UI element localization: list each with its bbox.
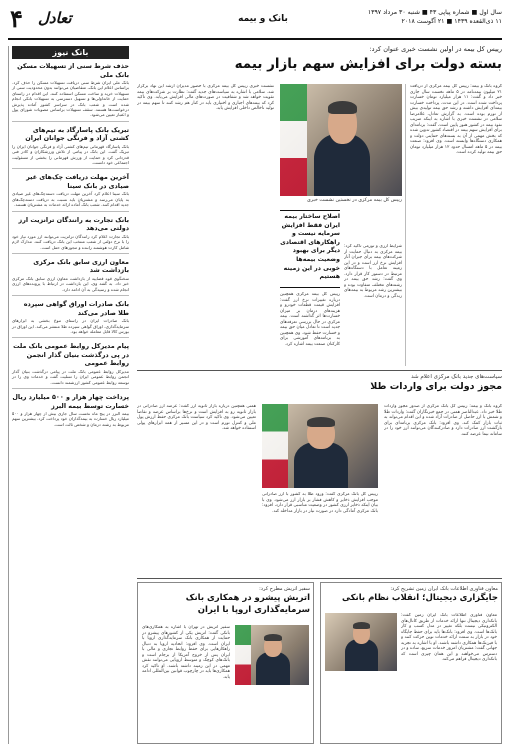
lead-headline: بسته دولت برای افزایش سهم بازار بیمه (234, 56, 502, 72)
sidebar-item-title: آخرین مهلت دریافت چک‌های غیر صیادی در بانک سینا (26, 173, 129, 190)
page-number: ۴ (10, 4, 23, 33)
austria-story-headline: اتریش پیشرو در همکاری بانک سرمایه‌گذاری اروپا با ایران (185, 593, 310, 615)
digital-story-photo (325, 613, 397, 671)
sidebar-item-text: مدیرکل روابط عمومی بانک ملت در پیامی درگذشت بنیان گذار انجمن روابط عمومی ایران را تسلیت گفت و خدمات وی را در توسعه روابط عمومی کشور ارزشمند دانست. (12, 368, 129, 385)
page-header (8, 6, 502, 40)
sidebar-item-text: بانک پاسارگاد قهرمانی تیم‌های کشتی آزاد و فرنگی جوانان ایران را تبریک گفت. این بانک در پیامی از تلاش ورزشکاران و کادر فنی قدردانی کرد و حمایت از ورزش قهرمانی را بخشی از مسئولیت اجتماعی خود دانست. (12, 143, 129, 166)
digital-story-kicker: معاون فناوری اطلاعات بانک ایران زمین تشریح کرد: (390, 586, 498, 592)
issue-date-line-2: ۱۱ ذی‌القعده ۱۴۳۹ ■ ۲۱ آگوست ۲۰۱۸ (401, 18, 502, 25)
sidebar-item-text: بیمه البرز در پنج ماه نخست سال جاری بیش از چهار هزار و ۵۰۰ میلیارد ریال خسارت به بیمه‌گذاران خود پرداخت کرد. بیشترین سهم مربوط به رشته درمان و شخص ثالث است. (12, 411, 129, 427)
sidebar-item-text: بانک ملی ایران شرط سنی دریافت تسهیلات مسکن را حذف کرد. براساس اعلام این بانک، متقاضیان می‌توانند بدون محدودیت سنی از تسهیلات خرید و ساخت مسکن استفاده کنند. این اقدام در راستای حمایت از خانه‌اولی‌ها و تسهیل دسترسی به تسهیلات بانکی انجام شده است و شعب بانک در سراسر کشور آماده پذیرش درخواست‌ها هستند. سقف تسهیلات براساس مصوبات شورای پول و اعتبار تعیین می‌شود. (12, 80, 129, 118)
gold-story-text-left: همتی همچنین درباره بازار ثانویه ارز گفت: عرضه ارز صادراتی در بازار ثانویه رو به افزایش است و نرخ‌ها براساس عرضه و تقاضا تعیین می‌شود. وی تاکید کرد سیاست بانک مرکزی حفظ ارزش پول ملی و کنترل تورم است و در این مسیر از همه ابزارهای پولی استفاده خواهد شد. (137, 404, 256, 431)
gold-story-heading (137, 374, 502, 393)
austria-story-photo (235, 625, 309, 685)
gold-story-kicker: سیاست‌های جدید بانک مرکزی اعلام شد (411, 374, 502, 380)
lead-text-mid: شرایط ارزی و تورمی تاکید کرد: بیمه مرکزی به دنبال حمایت از شرکت‌های بیمه برای جبران آثار افزایش نرخ ارز است و در این زمینه تعامل با دستگاه‌های مرتبط در دستور کار قرار دارد. وی گفت: رشد حق بیمه در رشته‌های مختلف متفاوت بوده و بیشترین رشد مربوط به بیمه‌های زندگی و درمان است. (344, 244, 402, 299)
lead-text-right: گروه بانک و بیمه: رییس کل بیمه مرکزی از دریافت ۲۱ میلیون بیمه‌نامه در ۵ ماهه نخست سال جاری خبر داد و گفت: ۱۱ هزار میلیارد تومان خسارت پرداخت شده است. در این مدت، پرداخت خسارت بیمه‌ای افزایش داشته و رشد حق بیمه تولیدی بیش از تورم بوده است. به گزارش تعادل، غلامرضا سلامی در نشست خبری با اشاره به اینکه ضریب نفوذ بیمه در کشور هنوز پایین است، گفت: برنامه‌ای برای افزایش سهم بیمه در اقتصاد کشور تدوین شده که بخش مهمی از آن به بسته‌های حمایتی دولت و همکاری دستگاه‌ها وابسته است. وی افزود: صنعت بیمه در ۵ ماهه امسال حدود ۱۲ هزار میلیارد تومان حق بیمه تولید کرده است. (410, 84, 502, 155)
lead-text-bottom: رییس کل بیمه مرکزی همچنین درباره تغییرات نرخ ارز گفت: افزایش قیمت قطعات خودرو و هزینه‌های درمان بر میزان خسارت‌ها اثر گذاشته است. بیمه مرکزی در حال بررسی تعرفه‌های جدید است تا تعادل میان حق بیمه و خسارت حفظ شود. وی همچنین به برنامه‌های آموزشی برای کارکنان صنعت بیمه اشاره کرد. (280, 292, 340, 347)
sidebar-news-item (12, 342, 129, 389)
photo-caption: رییس کل بیمه مرکزی در نخستین نشست خبری (307, 198, 402, 203)
sidebar-item-text: سخنگوی قوه قضاییه از بازداشت معاون ارزی سابق بانک مرکزی خبر داد. به گفته وی، این بازداشت در ارتباط با پرونده‌های ارزی انجام شده و رسیدگی به آن ادامه دارد. (12, 275, 129, 292)
news-sidebar (8, 46, 131, 744)
sidebar-item-title: پیام مدیرکل روابط عمومی بانک ملت در پی درگذشت بنیان گذار انجمن روابط عمومی (13, 342, 129, 368)
sidebar-item-title: معاون ارزی سابق بانک مرکزی بازداشت شد (33, 257, 129, 275)
sidebar-item-text: بانک صادرات ایران در راستای تنوع بخشی به ابزارهای سرمایه‌گذاری، اوراق گواهی سپرده طلا منتشر می‌کند. این اوراق در بورس کالا قابل معامله خواهد بود. (12, 318, 129, 334)
gold-story-photo (262, 404, 378, 488)
sidebar-news-item (12, 216, 129, 254)
sidebar-item-text: بانک سینا اعلام کرد آخرین مهلت دریافت دسته‌چک‌های غیر صیادی به پایان می‌رسد و مشتریان باید نسبت به دریافت دسته‌چک‌های جدید اقدام کنند. شعب بانک آماده ارائه خدمات به مشتریان هستند. (12, 191, 129, 208)
issue-date-line: سال اول ■ شماره پیاپی ۴۳ ■ شنبه ۳۰ مرداد ۱۳۹۷ (367, 9, 502, 16)
issue-info (327, 8, 502, 26)
newspaper-logo: تعادل (38, 9, 72, 27)
sidebar-item-title: بانک صادرات اوراق گواهی سپرده طلا صادر می‌کند (23, 300, 129, 317)
pull-quote: اصلاح ساختار بیمه ایران فقط افزایش سرمایه نیست و راهکارهای اقتصادی دیگر برای بهبود وضعیت بیمه‌ها خوبی در این زمینه هستیم (280, 210, 340, 288)
sidebar-news-item (12, 126, 129, 170)
sidebar-item-title: حذف شرط سنی از تسهیلات مسکن بانک ملی (17, 62, 129, 79)
sidebar-item-title: پرداخت چهار هزار و ۵۰۰ میلیارد ریال خسارت توسط بیمه البرز (12, 393, 129, 410)
sidebar-news-item (12, 258, 129, 296)
gold-story-text-right: گروه بانک و بیمه: رییس کل بانک مرکزی از صدور مجوز واردات طلا خبر داد. عبدالناصر همتی در جمع خبرنگاران گفت: واردات طلا و شمش با ارز حاصل از صادرات آزاد شده و این اقدام می‌تواند به ثبات بازار کمک کند. وی افزود: بانک مرکزی برنامه‌ای برای بازگشت ارز صادرات دارد و صادرکنندگان می‌توانند ارز خود را در سامانه نیما عرضه کنند. (384, 404, 502, 437)
sidebar-item-title: بانک تجارت به رانندگان ترانزیت ارز دولتی می‌دهد (18, 215, 129, 233)
sidebar-item-title: تبریک بانک پاسارگاد به تیم‌های کشتی آزاد و فرنگی جوانان ایران (25, 125, 129, 143)
gold-story-text-bottom: رییس کل بانک مرکزی گفت: ورود طلا به کشور با ارز صادراتی موجب افزایش ذخایر و کاهش فشار بر بازار ارز می‌شود. وی با بیان اینکه ذخایر ارزی کشور در وضعیت مناسبی قرار دارد، افزود: بانک مرکزی آمادگی دارد در صورت نیاز در بازار مداخله کند. (262, 492, 378, 514)
austria-story-box (137, 582, 314, 744)
lead-photo (280, 84, 402, 196)
section-title: بانک و بیمه (238, 14, 288, 24)
gold-story-headline: مجوز دولت برای واردات طلا (370, 381, 502, 392)
sidebar-tag: بانک نیوز (12, 46, 129, 59)
austria-story-text: سفیر اتریش در تهران با اشاره به همکاری‌های بانکی گفت: اتریش یکی از کشورهای پیشرو در حمایت از همکاری بانک سرمایه‌گذاری اروپا با ایران است. وی افزود: اتحادیه اروپا به دنبال راهکارهایی برای حفظ روابط تجاری و مالی با ایران پس از خروج آمریکا از برجام است و بانک‌های کوچک و متوسط اروپایی می‌توانند نقش مهمی در این زمینه داشته باشند. او تاکید کرد همکاری‌ها باید در چارچوب قوانین بین‌المللی ادامه یابد. (142, 625, 230, 680)
sidebar-news-item (12, 300, 129, 338)
sidebar-news-item (12, 62, 129, 122)
austria-story-kicker: سفیر اتریش مطرح کرد: (259, 586, 310, 592)
sidebar-news-item (12, 173, 129, 211)
digital-story-headline: جایگزاری دیجیتال؛ انقلاب نظام بانکی (342, 593, 498, 603)
digital-story-text: معاون فناوری اطلاعات بانک ایران زمین گفت: بانکداری دیجیتال تنها ارائه خدمات از طریق کانال‌های الکترونیکی نیست بلکه تغییر در مدل کسب و کار بانک‌ها است. وی افزود: بانک‌ها باید برای حفظ جایگاه خود در بازار به سمت ارائه خدمات نوین حرکت کنند و با فین‌تک‌ها همکاری داشته باشند. او با اشاره به تجربه جهانی گفت: مشتریان امروز خدمات سریع، ساده و در دسترس می‌خواهند و این همان چیزی است که بانکداری دیجیتال فراهم می‌کند. (401, 613, 497, 662)
digital-banking-box (320, 582, 502, 744)
sidebar-news-item (12, 393, 129, 427)
lead-text-left: نشست خبری رییس کل بیمه مرکزی با حضور مدیران ارشد این نهاد برگزار شد. سلامی با اشاره به سیاست‌های جدید گفت: نظارت بر شرکت‌های بیمه تقویت خواهد شد و شفافیت در صورت‌های مالی افزایش می‌یابد. وی تاکید کرد که بیمه‌های اجباری و اختیاری باید در کنار هم رشد کنند تا سهم بیمه در تولید ناخالص داخلی افزایش یابد. (137, 84, 274, 111)
main-content (137, 44, 502, 744)
sidebar-item-text: بانک تجارت اعلام کرد رانندگان ترانزیت می‌توانند ارز مورد نیاز خود را با نرخ دولتی از شعب منتخب این بانک دریافت کنند. مدارک لازم شامل کارت هوشمند راننده و مجوزهای حمل است. (12, 233, 129, 250)
lead-kicker: رییس کل بیمه در اولین نشست خبری عنوان کرد: (369, 45, 502, 53)
